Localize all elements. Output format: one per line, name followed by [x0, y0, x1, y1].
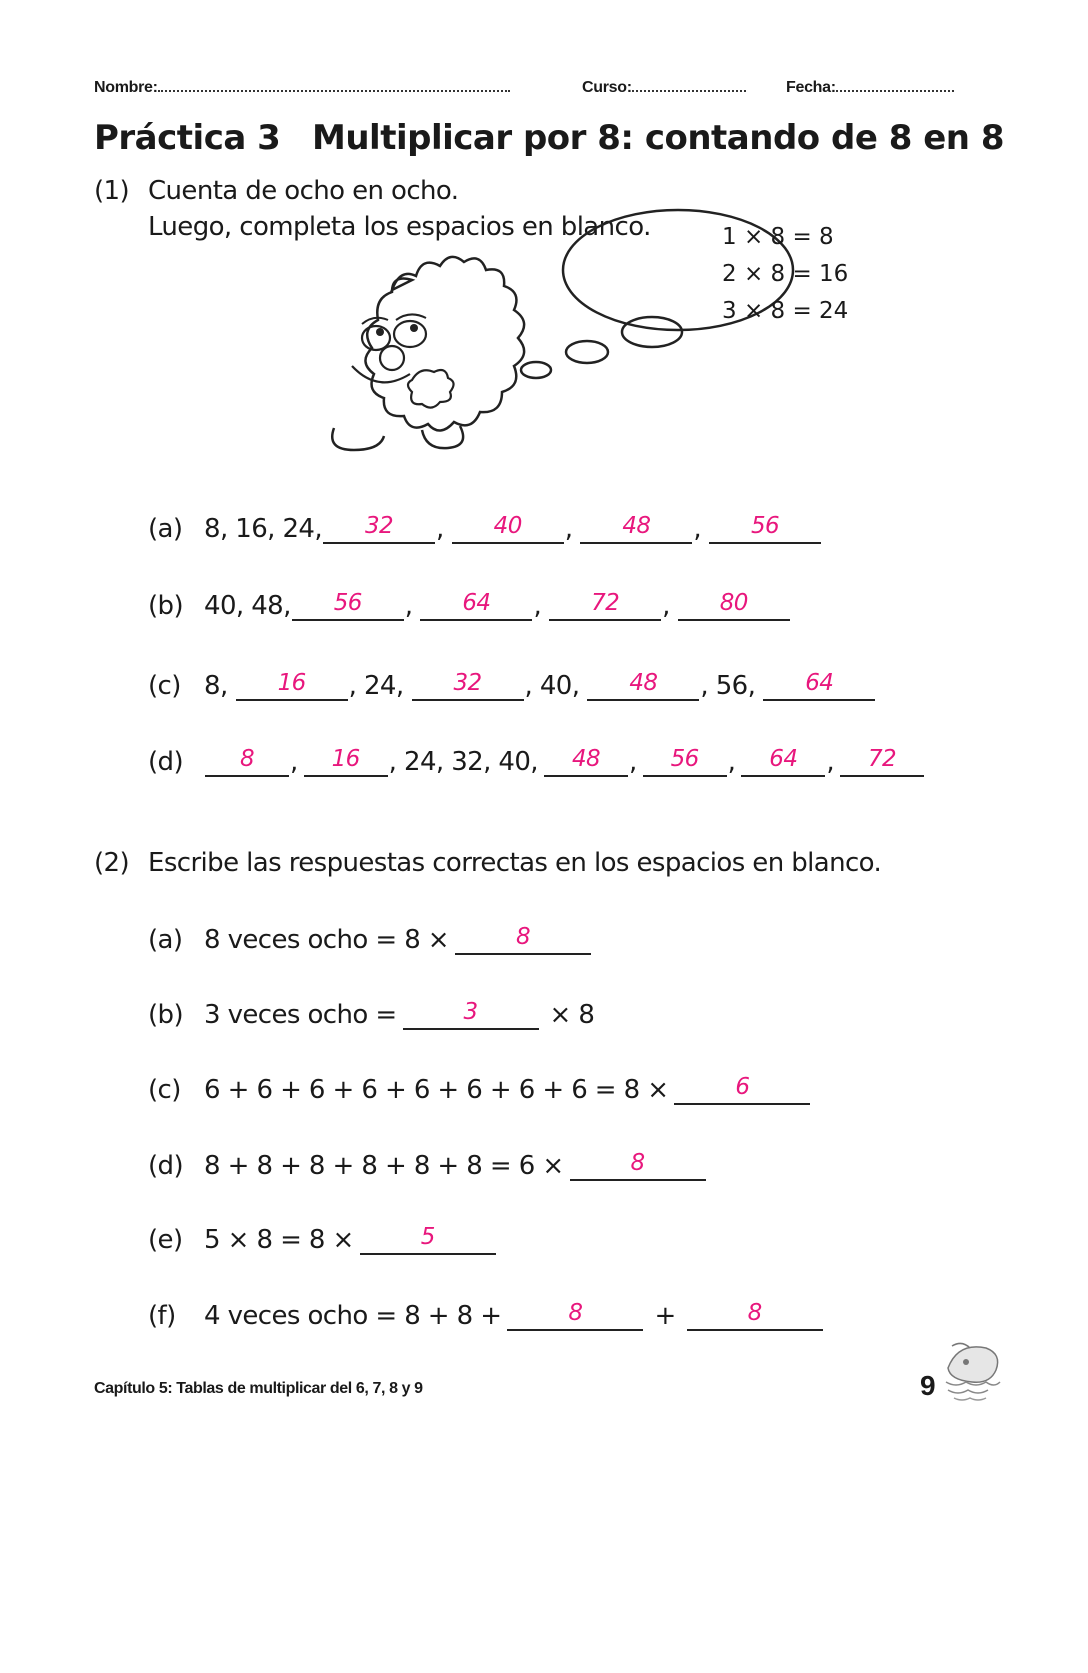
- equation-suffix: × 8: [549, 1000, 595, 1030]
- answer-text: 5: [420, 1224, 435, 1250]
- bubble-fact-3: 3 × 8 = 24: [722, 298, 849, 324]
- answer-text: 8: [568, 1300, 583, 1326]
- creature-eye-left: [362, 326, 390, 350]
- item-1a: (a) 8, 16, 24, 32 , 40 , 48 , 56: [148, 512, 822, 544]
- answer-text: 8: [747, 1300, 762, 1326]
- sequence-part: 8,: [204, 671, 228, 701]
- item-label: (b): [148, 591, 183, 621]
- page-title: Multiplicar por 8: contando de 8 en 8: [312, 118, 1004, 158]
- answer-text: 3: [463, 999, 478, 1025]
- item-label: (c): [148, 1075, 181, 1105]
- sequence-part: , 24,: [348, 671, 404, 701]
- answer-text: 16: [277, 670, 306, 696]
- answer-text: 8: [515, 924, 531, 950]
- answer-text: 8: [239, 746, 255, 772]
- answer-text: 48: [629, 670, 658, 696]
- answer-text: 32: [365, 513, 394, 539]
- section2-number: (2): [94, 848, 130, 878]
- course-dotted-line: [632, 76, 746, 92]
- item-label: (a): [148, 925, 183, 955]
- answer-blank[interactable]: [840, 745, 924, 777]
- page-number: 9: [920, 1370, 936, 1401]
- sequence-middle: , 24, 32, 40,: [388, 747, 538, 777]
- answer-text: 64: [462, 590, 491, 616]
- sequence-part: , 56,: [700, 671, 756, 701]
- answer-blank[interactable]: [292, 589, 404, 621]
- bubble-fact-1: 1 × 8 = 8: [722, 224, 834, 250]
- answer-blank[interactable]: [507, 1299, 643, 1331]
- answer-blank[interactable]: [455, 923, 591, 955]
- answer-text: 64: [769, 746, 798, 772]
- answer-blank[interactable]: [236, 669, 348, 701]
- creature-hand: [408, 370, 454, 408]
- item-2b: [148, 998, 594, 1030]
- answer-blank[interactable]: [643, 745, 727, 777]
- answer-blank[interactable]: [587, 669, 699, 701]
- section1-instruction-1: Cuenta de ocho en ocho.: [148, 176, 459, 206]
- answer-text: 48: [571, 746, 601, 772]
- bubble-fact-2: 2 × 8 = 16: [722, 261, 849, 287]
- answer-blank[interactable]: [544, 745, 628, 777]
- item-label: (f): [148, 1301, 176, 1331]
- item-label: (e): [148, 1225, 183, 1255]
- name-dotted-line: [158, 76, 510, 92]
- date-field[interactable]: [786, 76, 954, 97]
- item-label: (c): [148, 671, 181, 701]
- answer-blank[interactable]: [549, 589, 661, 621]
- answer-text: 80: [719, 590, 748, 616]
- item-1d: (d) 8 , 16 , 24, 32, 40, 48 , 56 , 64 , 72: [148, 745, 925, 777]
- answer-text: 64: [805, 670, 834, 696]
- answer-text: 32: [453, 670, 482, 696]
- answer-blank[interactable]: [674, 1073, 810, 1105]
- answer-blank[interactable]: [687, 1299, 823, 1331]
- answer-blank[interactable]: [709, 512, 821, 544]
- item-1b: (b) 40, 48, 56 , 64 , 72 , 80: [148, 589, 791, 621]
- equation-text: 6 + 6 + 6 + 6 + 6 + 6 + 6 + 6 = 8 ×: [204, 1075, 669, 1105]
- thought-dot-small: [521, 362, 551, 378]
- equation-text: 8 + 8 + 8 + 8 + 8 + 8 = 6 ×: [204, 1151, 564, 1181]
- answer-blank[interactable]: [205, 745, 289, 777]
- equation-text: 5 × 8 = 8 ×: [204, 1225, 354, 1255]
- answer-blank[interactable]: [452, 512, 564, 544]
- item-label: (a): [148, 514, 183, 544]
- answer-blank[interactable]: [570, 1149, 706, 1181]
- item-label: (d): [148, 1151, 183, 1181]
- thought-dot-medium: [566, 341, 608, 363]
- date-label: Fecha:: [786, 79, 836, 96]
- item-1c: [148, 669, 876, 701]
- mascot-icon: [940, 1338, 1004, 1404]
- creature-eye-right: [394, 321, 426, 347]
- item-2d: [148, 1149, 707, 1181]
- item-label: (d): [148, 747, 183, 777]
- item-2c: [148, 1073, 811, 1105]
- item-label: (b): [148, 1000, 183, 1030]
- course-label: Curso:: [582, 79, 632, 96]
- answer-blank[interactable]: [360, 1223, 496, 1255]
- sequence-prefix: 8, 16, 24,: [204, 514, 323, 544]
- thought-dot-large: [622, 317, 682, 347]
- answer-blank[interactable]: [678, 589, 790, 621]
- name-field[interactable]: [94, 76, 510, 97]
- answer-blank[interactable]: [741, 745, 825, 777]
- answer-text: 16: [331, 746, 360, 772]
- creature-foot-left: [332, 428, 384, 450]
- answer-blank[interactable]: [763, 669, 875, 701]
- creature-nose: [380, 346, 404, 370]
- answer-blank[interactable]: [412, 669, 524, 701]
- section2-instruction: Escribe las respuestas correctas en los espacios en blanco.: [148, 848, 882, 878]
- item-2f: [148, 1299, 824, 1331]
- answer-text: 72: [867, 746, 897, 772]
- sequence-prefix: 40, 48,: [204, 591, 291, 621]
- answer-text: 6: [735, 1074, 750, 1100]
- answer-text: 8: [630, 1150, 645, 1176]
- practice-number: Práctica 3: [94, 118, 281, 158]
- equation-text: 4 veces ocho = 8 + 8 +: [204, 1301, 502, 1331]
- answer-text: 48: [622, 513, 651, 539]
- sequence-part: , 40,: [524, 671, 580, 701]
- answer-blank[interactable]: [304, 745, 388, 777]
- equation-text: 8 veces ocho = 8 ×: [204, 925, 449, 955]
- answer-text: 72: [591, 590, 620, 616]
- course-field[interactable]: [582, 76, 746, 97]
- plus-sign: +: [654, 1301, 676, 1331]
- creature-mouth: [352, 366, 410, 382]
- answer-text: 56: [751, 513, 780, 539]
- answer-blank[interactable]: [580, 512, 692, 544]
- answer-text: 40: [493, 513, 522, 539]
- section1-number: (1): [94, 176, 130, 206]
- item-2a: [148, 923, 592, 955]
- section1-instruction-2: Luego, completa los espacios en blanco.: [148, 212, 651, 242]
- answer-blank[interactable]: [323, 512, 435, 544]
- equation-text: 3 veces ocho =: [204, 1000, 397, 1030]
- answer-text: 56: [670, 746, 699, 772]
- answer-text: 56: [333, 590, 362, 616]
- answer-blank[interactable]: [420, 589, 532, 621]
- date-dotted-line: [836, 76, 954, 92]
- name-label: Nombre:: [94, 79, 158, 96]
- answer-blank[interactable]: [403, 998, 539, 1030]
- item-2e: [148, 1223, 497, 1255]
- chapter-footer: Capítulo 5: Tablas de multiplicar del 6, 7, 8 y 9: [94, 1380, 423, 1397]
